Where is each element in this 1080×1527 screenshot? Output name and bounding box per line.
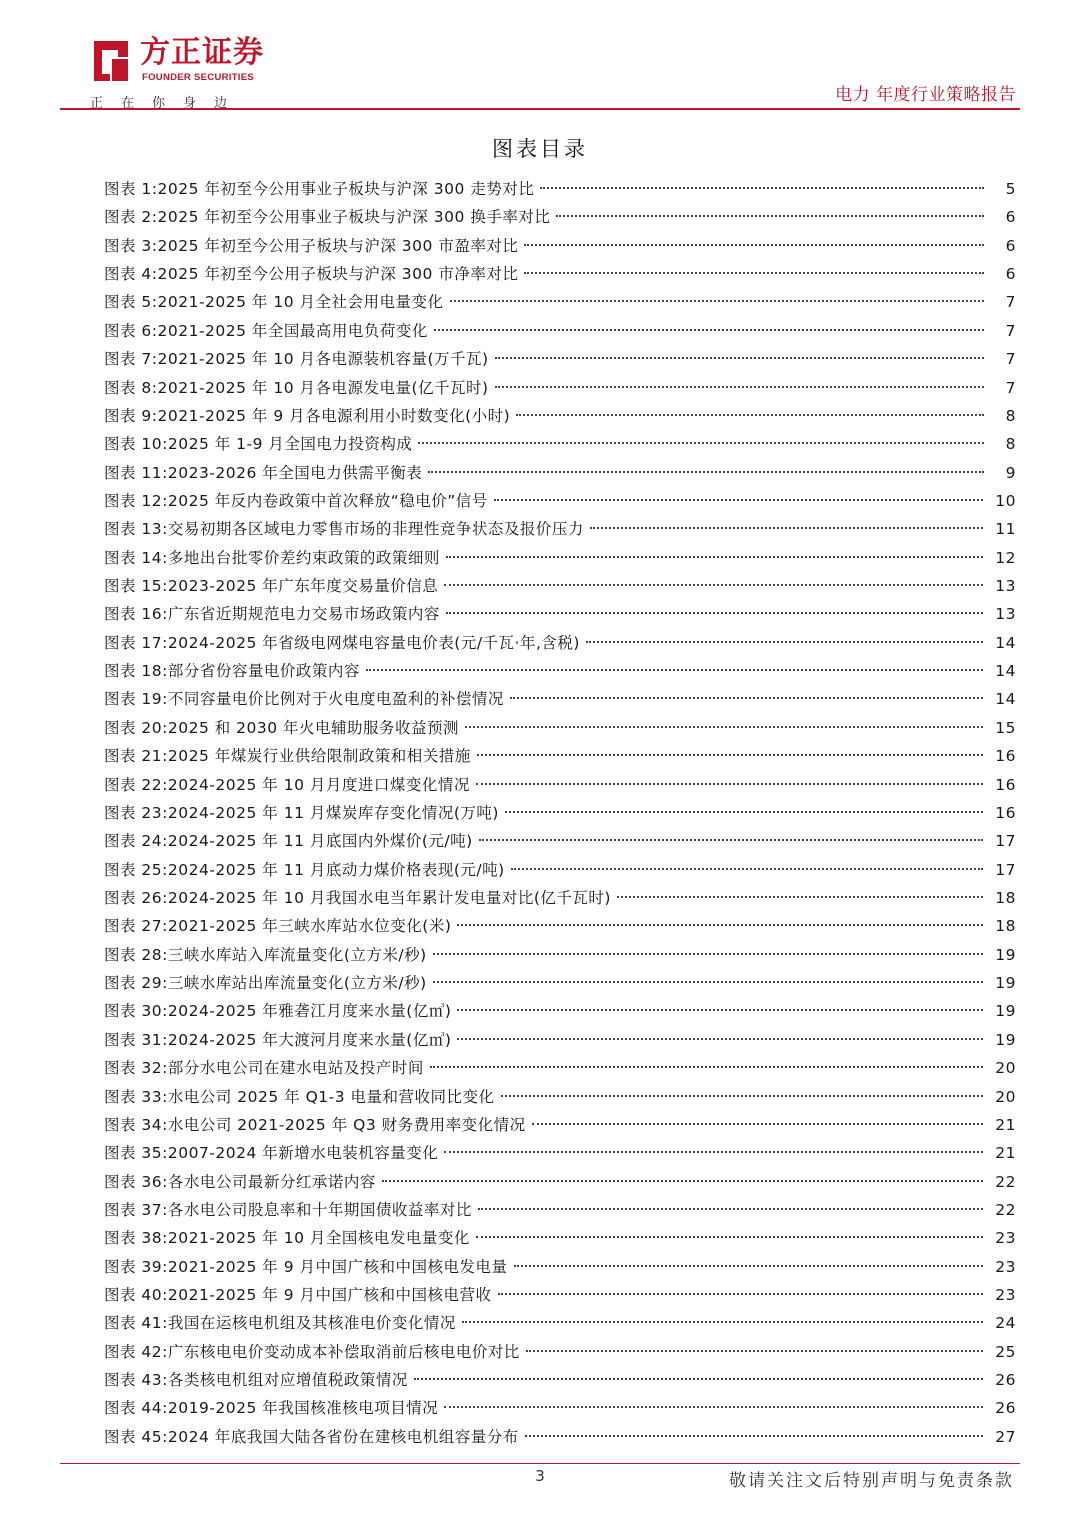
toc-dot-leader bbox=[511, 868, 984, 870]
toc-entry[interactable] bbox=[104, 544, 1016, 572]
toc-entry-label: 图表 22:2024-2025 年 10 月月度进口煤变化情况 bbox=[104, 775, 470, 794]
toc-entry[interactable] bbox=[104, 572, 1016, 600]
toc-entry-page: 17 bbox=[995, 860, 1016, 879]
brand-name-en: FOUNDER SECURITIES bbox=[142, 72, 255, 83]
toc-entry-label: 图表 28:三峡水库站入库流量变化(立方米/秒) bbox=[104, 945, 427, 964]
toc-entry[interactable] bbox=[104, 459, 1016, 487]
toc-dot-leader bbox=[540, 187, 984, 189]
toc-entry-label: 图表 33:水电公司 2025 年 Q1-3 电量和营收同比变化 bbox=[104, 1087, 495, 1106]
toc-dot-leader bbox=[366, 669, 983, 671]
toc-entry-label: 图表 14:多地出台批零价差约束政策的政策细则 bbox=[104, 548, 440, 567]
toc-entry[interactable] bbox=[104, 1111, 1016, 1139]
toc-entry-page: 27 bbox=[995, 1427, 1016, 1446]
toc-entry[interactable] bbox=[104, 912, 1016, 940]
toc-entry-label: 图表 1:2025 年初至今公用事业子板块与沪深 300 走势对比 bbox=[104, 180, 535, 198]
toc-dot-leader bbox=[498, 1293, 984, 1295]
toc-entry[interactable] bbox=[104, 345, 1016, 373]
toc-dot-leader bbox=[479, 839, 984, 841]
toc-entry[interactable] bbox=[104, 799, 1016, 827]
toc-entry-page: 20 bbox=[995, 1059, 1016, 1078]
toc-entry[interactable] bbox=[104, 629, 1016, 657]
toc-entry-label: 图表 24:2024-2025 年 11 月底国内外煤价(元/吨) bbox=[104, 832, 473, 851]
page-header bbox=[60, 30, 1020, 110]
toc-dot-leader bbox=[495, 357, 984, 359]
toc-entry-page: 8 bbox=[1005, 406, 1016, 425]
toc-entry[interactable] bbox=[104, 685, 1016, 713]
toc-entry[interactable] bbox=[104, 1196, 1016, 1224]
toc-entry-label: 图表 12:2025 年反内卷政策中首次释放“稳电价”信号 bbox=[104, 491, 488, 510]
toc-entry[interactable] bbox=[104, 487, 1016, 515]
toc-entry-label: 图表 21:2025 年煤炭行业供给限制政策和相关措施 bbox=[104, 747, 471, 766]
toc-dot-leader bbox=[457, 1009, 983, 1011]
toc-entry[interactable] bbox=[104, 203, 1016, 231]
toc-entry-page: 17 bbox=[995, 832, 1016, 851]
toc-list bbox=[104, 175, 1016, 1451]
toc-entry-label: 图表 25:2024-2025 年 11 月底动力煤价格表现(元/吨) bbox=[104, 860, 505, 879]
toc-dot-leader bbox=[434, 329, 984, 331]
toc-entry-page: 16 bbox=[995, 775, 1016, 794]
toc-dot-leader bbox=[414, 1378, 983, 1380]
toc-dot-leader bbox=[510, 697, 983, 699]
toc-entry[interactable] bbox=[104, 1338, 1016, 1366]
toc-entry[interactable] bbox=[104, 1366, 1016, 1394]
toc-dot-leader bbox=[532, 1123, 984, 1125]
toc-dot-leader bbox=[524, 272, 984, 274]
toc-dot-leader bbox=[433, 981, 984, 983]
toc-entry-page: 21 bbox=[995, 1144, 1016, 1163]
toc-entry-label: 图表 32:部分水电公司在建水电站及投产时间 bbox=[104, 1059, 424, 1078]
toc-entry-page: 7 bbox=[1005, 321, 1016, 340]
toc-entry-label: 图表 3:2025 年初至今公用子板块与沪深 300 市盈率对比 bbox=[104, 236, 519, 255]
toc-entry-label: 图表 26:2024-2025 年 10 月我国水电当年累计发电量对比(亿千瓦时) bbox=[104, 888, 611, 907]
toc-entry[interactable] bbox=[104, 1394, 1016, 1422]
toc-entry-page: 7 bbox=[1005, 378, 1016, 397]
toc-entry-page: 10 bbox=[995, 491, 1016, 510]
toc-entry[interactable] bbox=[104, 1083, 1016, 1111]
toc-entry-label: 图表 9:2021-2025 年 9 月各电源利用小时数变化(小时) bbox=[104, 406, 511, 425]
toc-entry-label: 图表 43:各类核电机组对应增值税政策情况 bbox=[104, 1371, 408, 1390]
toc-entry-label: 图表 29:三峡水库站出库流量变化(立方米/秒) bbox=[104, 974, 427, 993]
toc-dot-leader bbox=[476, 1236, 983, 1238]
brand-slogan: 正在你身边 bbox=[90, 96, 246, 111]
header-divider bbox=[60, 108, 1020, 110]
toc-entry[interactable] bbox=[104, 941, 1016, 969]
toc-dot-leader bbox=[446, 612, 983, 614]
toc-entry[interactable] bbox=[104, 175, 1016, 203]
toc-entry-label: 图表 30:2024-2025 年雅砻江月度来水量(亿㎥) bbox=[104, 1002, 452, 1021]
toc-entry-label: 图表 6:2021-2025 年全国最高用电负荷变化 bbox=[104, 321, 428, 340]
toc-dot-leader bbox=[476, 783, 983, 785]
toc-entry[interactable] bbox=[104, 1253, 1016, 1281]
toc-entry[interactable] bbox=[104, 1309, 1016, 1337]
toc-entry-label: 图表 20:2025 和 2030 年火电辅助服务收益预测 bbox=[104, 718, 460, 737]
toc-entry-page: 13 bbox=[995, 605, 1016, 624]
toc-entry-page: 12 bbox=[995, 548, 1016, 567]
toc-entry-page: 14 bbox=[995, 633, 1016, 652]
toc-entry[interactable] bbox=[104, 1168, 1016, 1196]
toc-entry-label: 图表 37:各水电公司股息率和十年期国债收益率对比 bbox=[104, 1200, 472, 1219]
toc-dot-leader bbox=[525, 1435, 984, 1437]
toc-dot-leader bbox=[418, 442, 984, 444]
toc-entry-page: 7 bbox=[1005, 350, 1016, 369]
toc-entry[interactable] bbox=[104, 742, 1016, 770]
toc-dot-leader bbox=[444, 1406, 983, 1408]
toc-dot-leader bbox=[446, 556, 983, 558]
toc-dot-leader bbox=[526, 1350, 983, 1352]
toc-entry[interactable] bbox=[104, 1139, 1016, 1167]
toc-entry-page: 14 bbox=[995, 662, 1016, 681]
toc-entry-label: 图表 44:2019-2025 年我国核准核电项目情况 bbox=[104, 1399, 439, 1418]
toc-entry-label: 图表 19:不同容量电价比例对于火电度电盈利的补偿情况 bbox=[104, 690, 504, 709]
toc-entry-label: 图表 45:2024 年底我国大陆各省份在建核电机组容量分布 bbox=[104, 1427, 519, 1446]
toc-entry-label: 图表 40:2021-2025 年 9 月中国广核和中国核电营收 bbox=[104, 1286, 492, 1305]
toc-dot-leader bbox=[444, 584, 983, 586]
toc-entry-page: 15 bbox=[995, 718, 1016, 737]
toc-entry-label: 图表 17:2024-2025 年省级电网煤电容量电价表(元/千瓦·年,含税) bbox=[104, 633, 580, 652]
toc-entry-page: 20 bbox=[995, 1087, 1016, 1106]
toc-entry-label: 图表 23:2024-2025 年 11 月煤炭库存变化情况(万吨) bbox=[104, 803, 499, 822]
toc-entry-label: 图表 35:2007-2024 年新增水电装机容量变化 bbox=[104, 1144, 439, 1163]
toc-entry-page: 6 bbox=[1005, 236, 1016, 255]
toc-entry[interactable] bbox=[104, 856, 1016, 884]
toc-entry-page: 19 bbox=[995, 1002, 1016, 1021]
toc-entry-page: 9 bbox=[1005, 463, 1016, 482]
toc-entry-label: 图表 13:交易初期各区域电力零售市场的非理性竞争状态及报价压力 bbox=[104, 520, 584, 539]
toc-entry-label: 图表 27:2021-2025 年三峡水库站水位变化(米) bbox=[104, 917, 452, 936]
toc-entry-page: 8 bbox=[1005, 435, 1016, 454]
toc-dot-leader bbox=[450, 300, 984, 302]
toc-dot-leader bbox=[514, 1265, 984, 1267]
toc-entry[interactable] bbox=[104, 1224, 1016, 1252]
report-type: 电力 年度行业策略报告 bbox=[835, 85, 1016, 105]
toc-entry[interactable] bbox=[104, 771, 1016, 799]
footer-disclaimer: 敬请关注文后特别声明与免责条款 bbox=[729, 1471, 1014, 1491]
toc-entry-label: 图表 36:各水电公司最新分红承诺内容 bbox=[104, 1172, 376, 1191]
toc-entry[interactable] bbox=[104, 288, 1016, 316]
toc-entry-label: 图表 7:2021-2025 年 10 月各电源装机容量(万千瓦) bbox=[104, 350, 489, 369]
toc-dot-leader bbox=[430, 1066, 983, 1068]
toc-entry-page: 18 bbox=[995, 917, 1016, 936]
toc-entry-label: 图表 38:2021-2025 年 10 月全国核电发电量变化 bbox=[104, 1229, 470, 1248]
toc-entry-page: 22 bbox=[995, 1172, 1016, 1191]
toc-entry-page: 23 bbox=[995, 1257, 1016, 1276]
toc-entry-label: 图表 39:2021-2025 年 9 月中国广核和中国核电发电量 bbox=[104, 1257, 508, 1276]
brand-name-cn: 方正证券 bbox=[140, 35, 264, 70]
toc-entry-page: 11 bbox=[995, 520, 1016, 539]
toc-entry-page: 14 bbox=[995, 690, 1016, 709]
toc-entry-page: 13 bbox=[995, 577, 1016, 596]
toc-dot-leader bbox=[505, 811, 983, 813]
toc-entry-page: 16 bbox=[995, 803, 1016, 822]
toc-dot-leader bbox=[617, 896, 983, 898]
toc-dot-leader bbox=[524, 244, 984, 246]
toc-entry-page: 19 bbox=[995, 974, 1016, 993]
toc-dot-leader bbox=[516, 414, 984, 416]
founder-logo-icon bbox=[88, 37, 134, 83]
toc-entry-label: 图表 2:2025 年初至今公用事业子板块与沪深 300 换手率对比 bbox=[104, 208, 551, 227]
toc-entry-page: 21 bbox=[995, 1115, 1016, 1134]
toc-dot-leader bbox=[382, 1180, 983, 1182]
toc-dot-leader bbox=[457, 924, 983, 926]
toc-entry-label: 图表 18:部分省份容量电价政策内容 bbox=[104, 662, 360, 681]
toc-entry[interactable] bbox=[104, 714, 1016, 742]
toc-dot-leader bbox=[586, 641, 983, 643]
toc-dot-leader bbox=[457, 1038, 983, 1040]
toc-entry-label: 图表 16:广东省近期规范电力交易市场政策内容 bbox=[104, 605, 440, 624]
toc-entry-label: 图表 5:2021-2025 年 10 月全社会用电量变化 bbox=[104, 293, 444, 312]
toc-entry[interactable] bbox=[104, 1423, 1016, 1451]
toc-entry-page: 26 bbox=[995, 1371, 1016, 1390]
toc-entry-label: 图表 8:2021-2025 年 10 月各电源发电量(亿千瓦时) bbox=[104, 378, 489, 397]
footer-divider bbox=[60, 1463, 1020, 1464]
toc-entry[interactable] bbox=[104, 1281, 1016, 1309]
toc-entry-page: 26 bbox=[995, 1399, 1016, 1418]
toc-entry-page: 5 bbox=[1005, 180, 1016, 198]
toc-entry-page: 23 bbox=[995, 1229, 1016, 1248]
toc-dot-leader bbox=[478, 1208, 983, 1210]
toc-dot-leader bbox=[444, 1151, 983, 1153]
toc-entry[interactable] bbox=[104, 402, 1016, 430]
toc-dot-leader bbox=[556, 215, 984, 217]
toc-entry[interactable] bbox=[104, 1054, 1016, 1082]
toc-entry-label: 图表 10:2025 年 1-9 月全国电力投资构成 bbox=[104, 435, 413, 454]
toc-entry-label: 图表 15:2023-2025 年广东年度交易量价信息 bbox=[104, 577, 439, 596]
toc-dot-leader bbox=[495, 386, 984, 388]
toc-entry-label: 图表 42:广东核电电价变动成本补偿取消前后核电电价对比 bbox=[104, 1342, 520, 1361]
page-number: 3 bbox=[535, 1467, 545, 1485]
toc-dot-leader bbox=[433, 953, 984, 955]
toc-entry[interactable] bbox=[104, 317, 1016, 345]
toc-entry-page: 16 bbox=[995, 747, 1016, 766]
toc-entry[interactable] bbox=[104, 374, 1016, 402]
toc-entry-page: 7 bbox=[1005, 293, 1016, 312]
toc-dot-leader bbox=[462, 1321, 983, 1323]
toc-entry[interactable] bbox=[104, 657, 1016, 685]
toc-entry-label: 图表 41:我国在运核电机组及其核准电价变化情况 bbox=[104, 1314, 456, 1333]
toc-entry[interactable] bbox=[104, 515, 1016, 543]
toc-entry-page: 6 bbox=[1005, 208, 1016, 227]
toc-entry-page: 23 bbox=[995, 1286, 1016, 1305]
toc-entry-label: 图表 4:2025 年初至今公用子板块与沪深 300 市净率对比 bbox=[104, 265, 519, 284]
toc-dot-leader bbox=[590, 527, 983, 529]
toc-entry[interactable] bbox=[104, 430, 1016, 458]
toc-entry-label: 图表 31:2024-2025 年大渡河月度来水量(亿㎥) bbox=[104, 1030, 452, 1049]
toc-entry[interactable] bbox=[104, 260, 1016, 288]
toc-entry-page: 18 bbox=[995, 888, 1016, 907]
toc-dot-leader bbox=[501, 1095, 984, 1097]
toc-entry-page: 19 bbox=[995, 945, 1016, 964]
toc-entry-page: 24 bbox=[995, 1314, 1016, 1333]
toc-entry-page: 19 bbox=[995, 1030, 1016, 1049]
toc-entry-label: 图表 34:水电公司 2021-2025 年 Q3 财务费用率变化情况 bbox=[104, 1115, 526, 1134]
toc-entry[interactable] bbox=[104, 884, 1016, 912]
toc-entry-page: 22 bbox=[995, 1200, 1016, 1219]
toc-dot-leader bbox=[494, 499, 983, 501]
toc-entry[interactable] bbox=[104, 827, 1016, 855]
toc-entry[interactable] bbox=[104, 1026, 1016, 1054]
toc-dot-leader bbox=[428, 471, 984, 473]
toc-entry[interactable] bbox=[104, 232, 1016, 260]
toc-entry[interactable] bbox=[104, 997, 1016, 1025]
toc-entry-label: 图表 11:2023-2026 年全国电力供需平衡表 bbox=[104, 463, 423, 482]
toc-entry[interactable] bbox=[104, 969, 1016, 997]
toc-entry[interactable] bbox=[104, 600, 1016, 628]
toc-entry-page: 6 bbox=[1005, 265, 1016, 284]
toc-entry-page: 25 bbox=[995, 1342, 1016, 1361]
toc-dot-leader bbox=[465, 726, 983, 728]
toc-title: 图表目录 bbox=[492, 137, 588, 161]
toc-dot-leader bbox=[477, 754, 984, 756]
